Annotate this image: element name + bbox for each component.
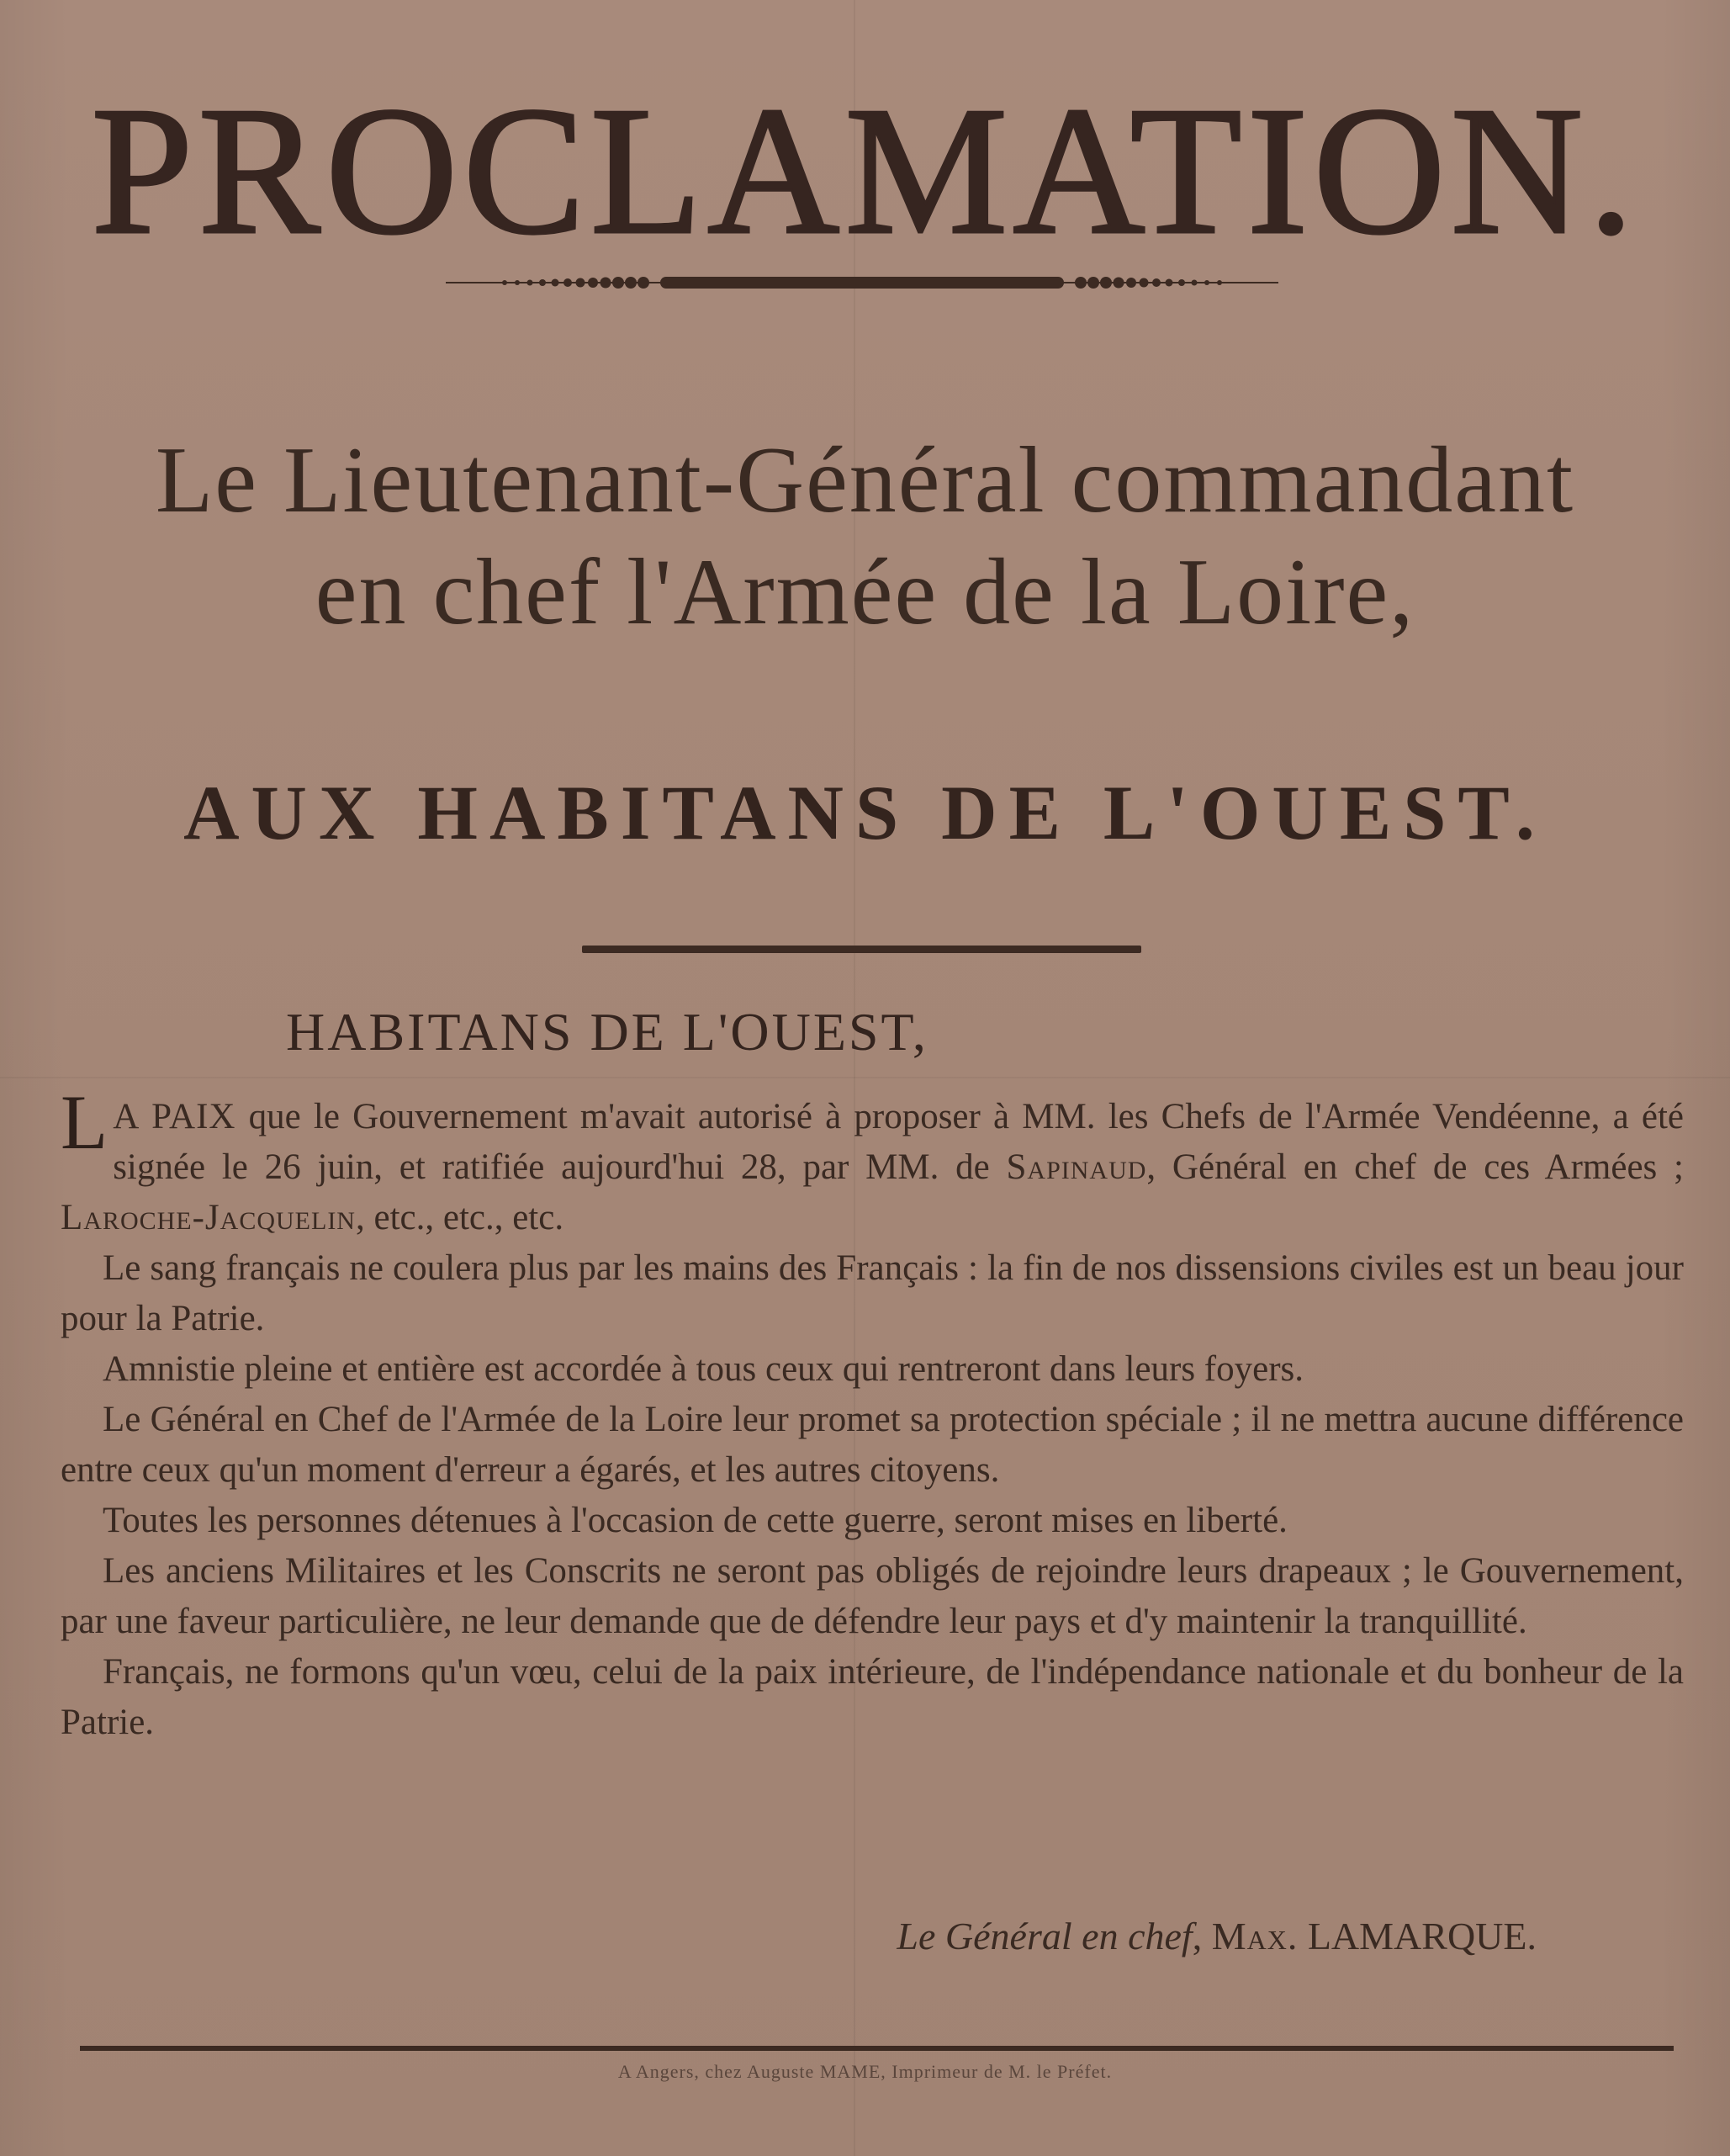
salutation: HABITANS DE L'OUEST, — [286, 1002, 928, 1062]
signature — [897, 1914, 1537, 1958]
proclamation-title: PROCLAMATION. — [91, 70, 1639, 273]
ornament-divider — [446, 271, 1278, 294]
paragraph-1-text-b: , Général en chef de ces Armées ; — [1146, 1147, 1684, 1187]
paper-fold-horizontal — [0, 1077, 1730, 1078]
paragraph-7: Français, ne formons qu'un vœu, celui de la paix intérieure, de l'indépendance nationale et du bonheur de la Patrie. — [61, 1652, 1684, 1742]
paragraph-3: Amnistie pleine et entière est accordée à tous ceux qui rentreront dans leurs foyers. — [103, 1349, 1304, 1389]
paragraph-1-opening: A PAIX — [113, 1097, 236, 1136]
issuer-line-2: en chef l'Armée de la Loire, — [315, 540, 1415, 644]
signature-last-name: LAMARQUE. — [1307, 1915, 1537, 1957]
drop-cap: L — [61, 1079, 108, 1165]
signature-title: Le Général en chef — [897, 1915, 1193, 1957]
name-sapinaud: Sapinaud — [1006, 1147, 1147, 1187]
signature-first-name: Max. — [1211, 1915, 1299, 1957]
name-laroche-jacquelin: Laroche-Jacquelin — [61, 1198, 356, 1237]
signature-sep: , — [1192, 1915, 1212, 1957]
printer-imprint: A Angers, chez Auguste MAME, Imprimeur de M. le Préfet. — [617, 2061, 1113, 2082]
proclamation-body — [61, 1079, 1684, 1748]
paragraph-4: Le Général en Chef de l'Armée de la Loire leur promet sa protection spéciale ; il ne mettra aucune différence entre ceux qu'un moment d'erreur a égarés, et les autres citoyens. — [61, 1400, 1684, 1490]
issuer-line-1: Le Lieutenant-Général commandant — [155, 428, 1575, 532]
issuer-heading — [0, 425, 1730, 649]
paragraph-6: Les anciens Militaires et les Conscrits ne seront pas obligés de rejoindre leurs drapeaux ; le Gouvernement, par une faveur particulière, ne leur demande que de défendre leur pays et d'y maintenir la tranquillité. — [61, 1551, 1684, 1641]
addressee-heading: AUX HABITANS DE L'OUEST. — [183, 770, 1547, 856]
paragraph-2: Le sang français ne coulera plus par les mains des Français : la fin de nos dissensions civiles est un beau jour pour la Patrie. — [61, 1248, 1684, 1338]
paragraph-1-text-c: , etc., etc., etc. — [355, 1198, 564, 1237]
paragraph-5: Toutes les personnes détenues à l'occasion de cette guerre, seront mises en liberté. — [103, 1501, 1288, 1540]
bottom-rule — [80, 2046, 1674, 2051]
heavy-rule — [582, 946, 1141, 953]
paragraph-1 — [61, 1079, 1684, 1243]
paragraph-1-text-a: que le Gouvernement m'avait autorisé à proposer à MM. les Chefs de l'Armée Vendéenne, a été signée le 26 juin, et ratifiée aujourd'hui 28, par MM. de — [113, 1097, 1684, 1187]
